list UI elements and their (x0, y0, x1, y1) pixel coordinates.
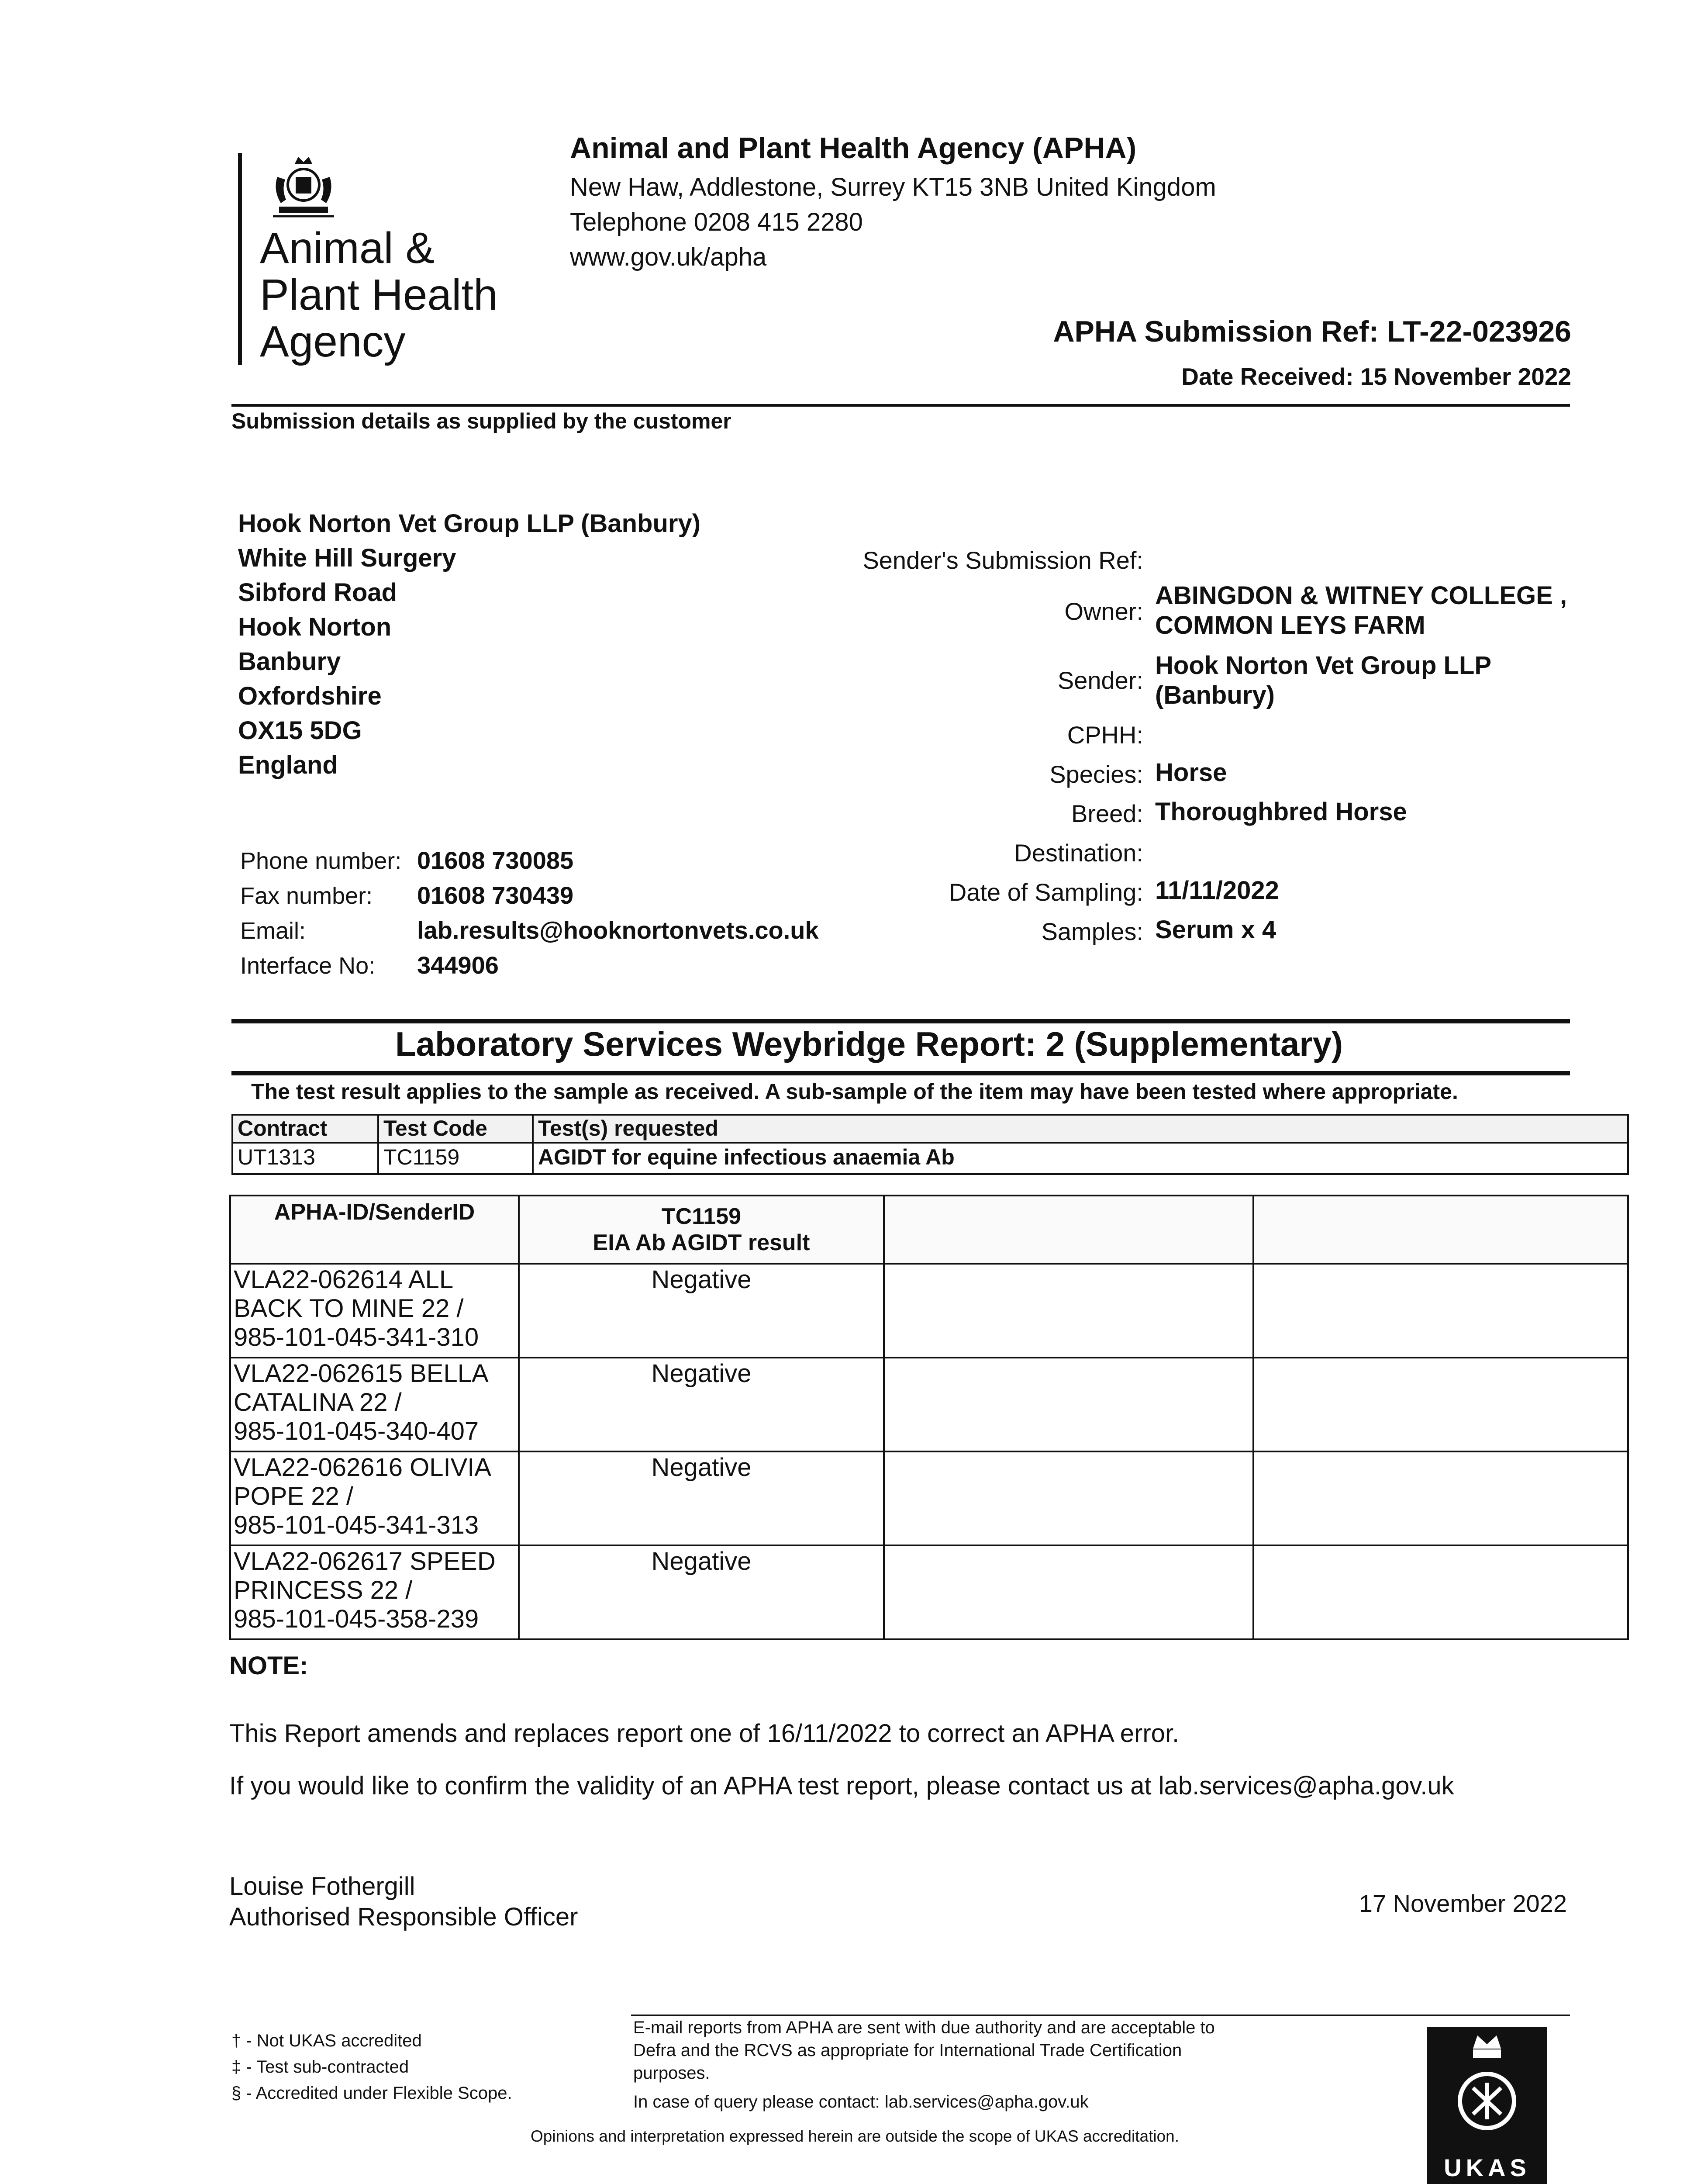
royal-crest-icon (260, 151, 347, 225)
sender-value: Hook Norton Vet Group LLP (Banbury) (1155, 651, 1492, 709)
contract-header: Contract (232, 1115, 378, 1143)
footer-email-line2: Defra and the RCVS as appropriate for International Trade Certification (633, 2041, 1182, 2060)
submission-ref: APHA Submission Ref: LT-22-023926 (1053, 315, 1571, 348)
sample-id-cell: VLA22-062615 BELLA CATALINA 22 / 985-101-045-340-407 (230, 1358, 519, 1451)
eia-result-header: TC1159 EIA Ab AGIDT result (519, 1196, 884, 1264)
agency-address: New Haw, Addlestone, Surrey KT15 3NB United Kingdom (570, 173, 1216, 201)
header-rule (231, 404, 1570, 407)
footnote-not-ukas: † - Not UKAS accredited (231, 2031, 422, 2050)
owner-label: Owner: (1064, 598, 1143, 625)
signatory-name: Louise Fothergill (229, 1872, 415, 1901)
note-validity: If you would like to confirm the validity of an APHA test report, please contact us at lab.services@apha.gov.uk (229, 1772, 1454, 1800)
report-title: Laboratory Services Weybridge Report: 2 (Supplementary) (395, 1025, 1343, 1063)
table-row (230, 1545, 1628, 1639)
table-row (232, 1143, 1628, 1174)
contract-cell: UT1313 (232, 1143, 378, 1174)
empty-cell (1253, 1264, 1628, 1358)
species-value: Horse (1155, 758, 1227, 787)
owner-value: ABINGDON & WITNEY COLLEGE , COMMON LEYS FARM (1155, 581, 1567, 639)
test-code-header: Test Code (378, 1115, 533, 1143)
interface-label: Interface No: (240, 953, 376, 979)
empty-header (884, 1196, 1253, 1264)
empty-cell (1253, 1358, 1628, 1451)
logo-divider (238, 153, 242, 365)
results-table (229, 1195, 1629, 1640)
submission-caption: Submission details as supplied by the customer (231, 409, 731, 433)
result-cell: Negative (519, 1545, 884, 1639)
result-cell: Negative (519, 1264, 884, 1358)
sampling-date-label: Date of Sampling: (949, 878, 1143, 906)
tests-table (231, 1114, 1629, 1175)
tests-table-header (232, 1115, 1628, 1143)
ukas-label: UKAS (1444, 2154, 1531, 2181)
phone-value: 01608 730085 (417, 847, 574, 874)
footnote-flexible-scope: § - Accredited under Flexible Scope. (231, 2084, 512, 2103)
signatory-role: Authorised Responsible Officer (229, 1903, 578, 1931)
result-cell: Negative (519, 1451, 884, 1545)
report-subtitle: The test result applies to the sample as received. A sub-sample of the item may have been tested where appropriate. (251, 1079, 1458, 1104)
ukas-crown-icon (1427, 2027, 1547, 2153)
report-bottom-rule (231, 1071, 1570, 1075)
phone-label: Phone number: (240, 848, 402, 874)
test-code-cell: TC1159 (378, 1143, 533, 1174)
results-table-header (230, 1196, 1628, 1264)
result-cell: Negative (519, 1358, 884, 1451)
footer-query: In case of query please contact: lab.services@apha.gov.uk (633, 2092, 1089, 2111)
footer-email-line3: purposes. (633, 2063, 710, 2083)
table-row (230, 1358, 1628, 1451)
samples-value: Serum x 4 (1155, 916, 1276, 944)
sender-label: Sender: (1057, 667, 1143, 694)
footer-email-line1: E-mail reports from APHA are sent with due authority and are acceptable to (633, 2018, 1215, 2037)
table-row (230, 1264, 1628, 1358)
breed-value: Thoroughbred Horse (1155, 798, 1407, 826)
sample-id-cell: VLA22-062614 ALL BACK TO MINE 22 / 985-101-045-341-310 (230, 1264, 519, 1358)
email-label: Email: (240, 918, 306, 944)
interface-value: 344906 (417, 951, 499, 979)
apha-id-header: APHA-ID/SenderID (230, 1196, 519, 1264)
sample-id-cell: VLA22-062616 OLIVIA POPE 22 / 985-101-045-341-313 (230, 1451, 519, 1545)
date-received: Date Received: 15 November 2022 (1181, 363, 1571, 390)
sampling-date-value: 11/11/2022 (1155, 876, 1279, 905)
samples-label: Samples: (1041, 918, 1143, 945)
empty-cell (1253, 1545, 1628, 1639)
empty-header (1253, 1196, 1628, 1264)
note-amend: This Report amends and replaces report one of 16/11/2022 to correct an APHA error. (229, 1719, 1180, 1748)
species-label: Species: (1049, 760, 1143, 788)
note-heading: NOTE: (229, 1652, 308, 1680)
footer-rule (631, 2015, 1570, 2016)
empty-cell (1253, 1451, 1628, 1545)
empty-cell (884, 1545, 1253, 1639)
destination-label: Destination: (1014, 839, 1143, 867)
report-top-rule (231, 1019, 1570, 1023)
tests-requested-cell: AGIDT for equine infectious anaemia Ab (533, 1143, 1628, 1174)
empty-cell (884, 1358, 1253, 1451)
ukas-mark (1427, 2027, 1547, 2184)
tests-requested-header: Test(s) requested (533, 1115, 1628, 1143)
cphh-label: CPHH: (1067, 721, 1143, 749)
agency-name: Animal and Plant Health Agency (APHA) (570, 131, 1137, 165)
report-date: 17 November 2022 (1359, 1890, 1567, 1917)
fax-value: 01608 730439 (417, 881, 574, 909)
sample-id-cell: VLA22-062617 SPEED PRINCESS 22 / 985-101-045-358-239 (230, 1545, 519, 1639)
fax-label: Fax number: (240, 883, 373, 909)
senders-ref-label: Sender's Submission Ref: (862, 546, 1143, 574)
table-row (230, 1451, 1628, 1545)
agency-website: www.gov.uk/apha (570, 243, 767, 271)
agency-telephone: Telephone 0208 415 2280 (570, 208, 863, 236)
empty-cell (884, 1451, 1253, 1545)
email-value[interactable]: lab.results@hooknortonvets.co.uk (417, 916, 819, 944)
footnote-subcontracted: ‡ - Test sub-contracted (231, 2057, 409, 2077)
footer-opinions: Opinions and interpretation expressed herein are outside the scope of UKAS accreditation. (531, 2127, 1180, 2145)
empty-cell (884, 1264, 1253, 1358)
agency-logo-text: Animal & Plant Health Agency (260, 224, 498, 366)
breed-label: Breed: (1071, 800, 1143, 827)
